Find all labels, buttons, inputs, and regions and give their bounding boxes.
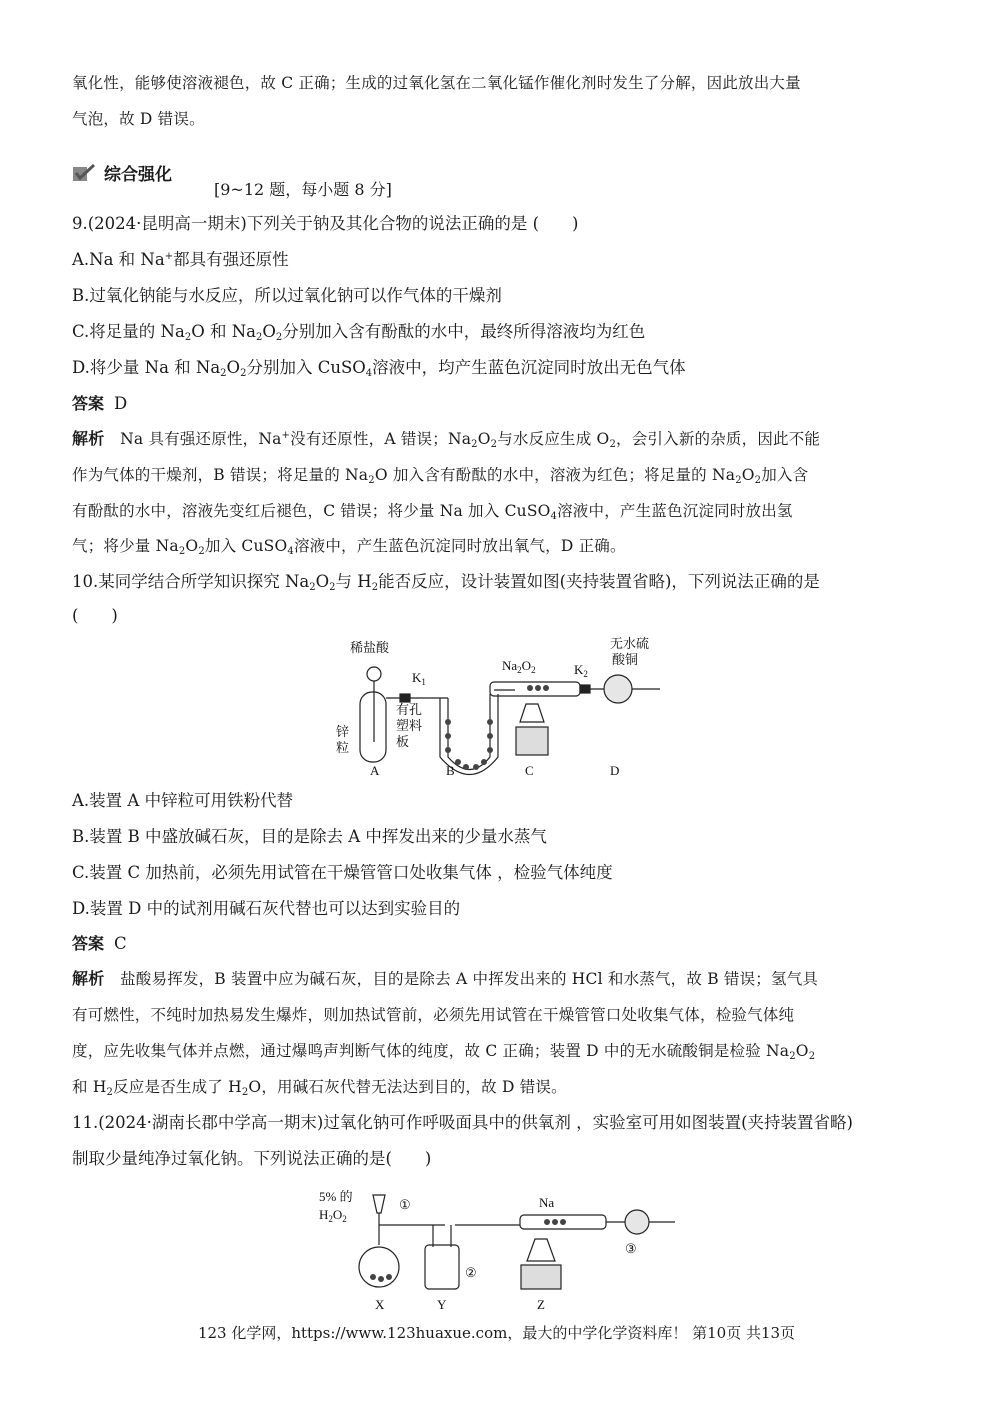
figure-label: Na (539, 1195, 555, 1210)
figure-label: 稀盐酸 (350, 640, 390, 655)
figure-label: $Na_2O_2$ (502, 658, 536, 675)
question-10-answer: 答案 C (72, 934, 127, 953)
figure-label: 板 (396, 734, 410, 749)
text-line: 制取少量纯净过氧化钠。下列说法正确的是( ) (72, 1149, 432, 1168)
figure-label: 有孔 (396, 702, 423, 717)
figure-label: ② (465, 1265, 477, 1280)
text-line: 气；将少量 $Na_2O_2$加入 CuSO$_4$溶液中，产生蓝色沉淀同时放出氧气，D 正确。 (72, 537, 626, 557)
figure-label: 酸铜 (612, 652, 639, 667)
figure-label: B (446, 763, 455, 778)
figure-label: 粒 (336, 740, 350, 755)
text-line: 有酚酞的水中，溶液先变红后褪色，C 错误；将少量 Na 加入 CuSO$_4$溶液中，产生蓝色沉淀同时放出氢 (72, 502, 793, 522)
text-line: 度，应先收集气体并点燃，通过爆鸣声判断气体的纯度，故 C 正确；装置 D 中的无水硫酸铜是检验 $Na_2O_2$ (72, 1042, 816, 1062)
figure-label: A (370, 763, 380, 778)
question-9-stem: 9.(2024·昆明高一期末)下列关于钠及其化合物的说法正确的是 ( ) (72, 214, 579, 233)
figure-label: ① (399, 1197, 411, 1212)
section-title-text: 综合强化 (104, 165, 172, 185)
figure-label: $K_1$ (412, 670, 426, 687)
question-10-option-b: B.装置 B 中盛放碱石灰，目的是除去 A 中挥发出来的少量水蒸气 (72, 827, 547, 846)
figure-label: Y (437, 1297, 447, 1312)
question-10-option-c: C.装置 C 加热前，必须先用试管在干燥管管口处收集气体 ，检验气体纯度 (72, 863, 613, 882)
text-line: 作为气体的干燥剂，B 错误；将足量的 $Na_2O$ 加入含有酚酞的水中，溶液为红色；将足量的 $Na_2O_2$加入含 (72, 466, 809, 486)
figure-label: 塑料 (396, 718, 423, 733)
apparatus-figure-q11 (315, 1185, 685, 1315)
figure-label: C (525, 763, 534, 778)
question-9-answer: 答案 D (72, 394, 128, 413)
apparatus-figure-q10 (330, 632, 670, 782)
question-9-option-c: C.将足量的 $Na_2O$ 和 $Na_2O_2$分别加入含有酚酞的水中，最终所得溶液均为红色 (72, 322, 646, 343)
question-9-option-a: A.Na 和 Na+都具有强还原性 (72, 250, 289, 269)
text-line: 氧化性，能够使溶液褪色，故 C 正确；生成的过氧化氢在二氧化锰作催化剂时发生了分解，因此放出大量 (72, 74, 801, 92)
text-line: 气泡，故 D 错误。 (72, 110, 205, 128)
figure-label: $K_2$ (574, 662, 588, 679)
text-line: 和 $H_2$反应是否生成了 $H_2O$，用碱石灰代替无法达到目的，故 D 错误。 (72, 1078, 567, 1098)
section-note: [9~12 题，每小题 8 分] (214, 180, 392, 199)
text-line: ( ) (72, 606, 118, 625)
page-footer: 123 化学网，https://www.123huaxue.com，最大的中学化学资料库！ 第10页 共13页 (197, 1324, 796, 1342)
figure-label: 5% 的 (319, 1189, 353, 1204)
question-10-stem: 10.某同学结合所学知识探究 $Na_2O_2$与 $H_2$能否反应，设计装置如图(夹持装置省略)，下列说法正确的是 (72, 572, 820, 593)
text-line: 有可燃性，不纯时加热易发生爆炸，则加热试管前，必须先用试管在干燥管管口处收集气体，检验气体纯 (72, 1006, 795, 1024)
figure-label: X (375, 1297, 385, 1312)
question-10-analysis: 解析 盐酸易挥发，B 装置中应为碱石灰，目的是除去 A 中挥发出来的 HCl 和水蒸气，故 B 错误；氢气具 (72, 969, 819, 988)
checkbox-icon (72, 164, 96, 182)
figure-label: 无水硫 (610, 636, 650, 651)
question-11-stem: 11.(2024·湖南长郡中学高一期末)过氧化钠可作呼吸面具中的供氧剂 ，实验室可用如图装置(夹持装置省略) (72, 1113, 853, 1132)
question-9-analysis: 解析 Na 具有强还原性，Na+没有还原性，A 错误；$Na_2O_2$与水反应生成 $O_2$，会引入新的杂质，因此不能 (72, 429, 821, 450)
section-title (72, 160, 172, 185)
question-10-option-a: A.装置 A 中锌粒可用铁粉代替 (72, 791, 294, 810)
figure-label: Z (537, 1297, 545, 1312)
figure-label: ③ (625, 1241, 637, 1256)
figure-label: $H_2O_2$ (319, 1207, 347, 1224)
question-9-option-b: B.过氧化钠能与水反应，所以过氧化钠可以作气体的干燥剂 (72, 286, 502, 305)
figure-label: D (610, 763, 620, 778)
question-10-option-d: D.装置 D 中的试剂用碱石灰代替也可以达到实验目的 (72, 899, 461, 918)
figure-label: 锌 (336, 724, 350, 739)
question-9-option-d: D.将少量 Na 和 $Na_2O_2$分别加入 CuSO$_4$溶液中，均产生蓝色沉淀同时放出无色气体 (72, 358, 686, 379)
